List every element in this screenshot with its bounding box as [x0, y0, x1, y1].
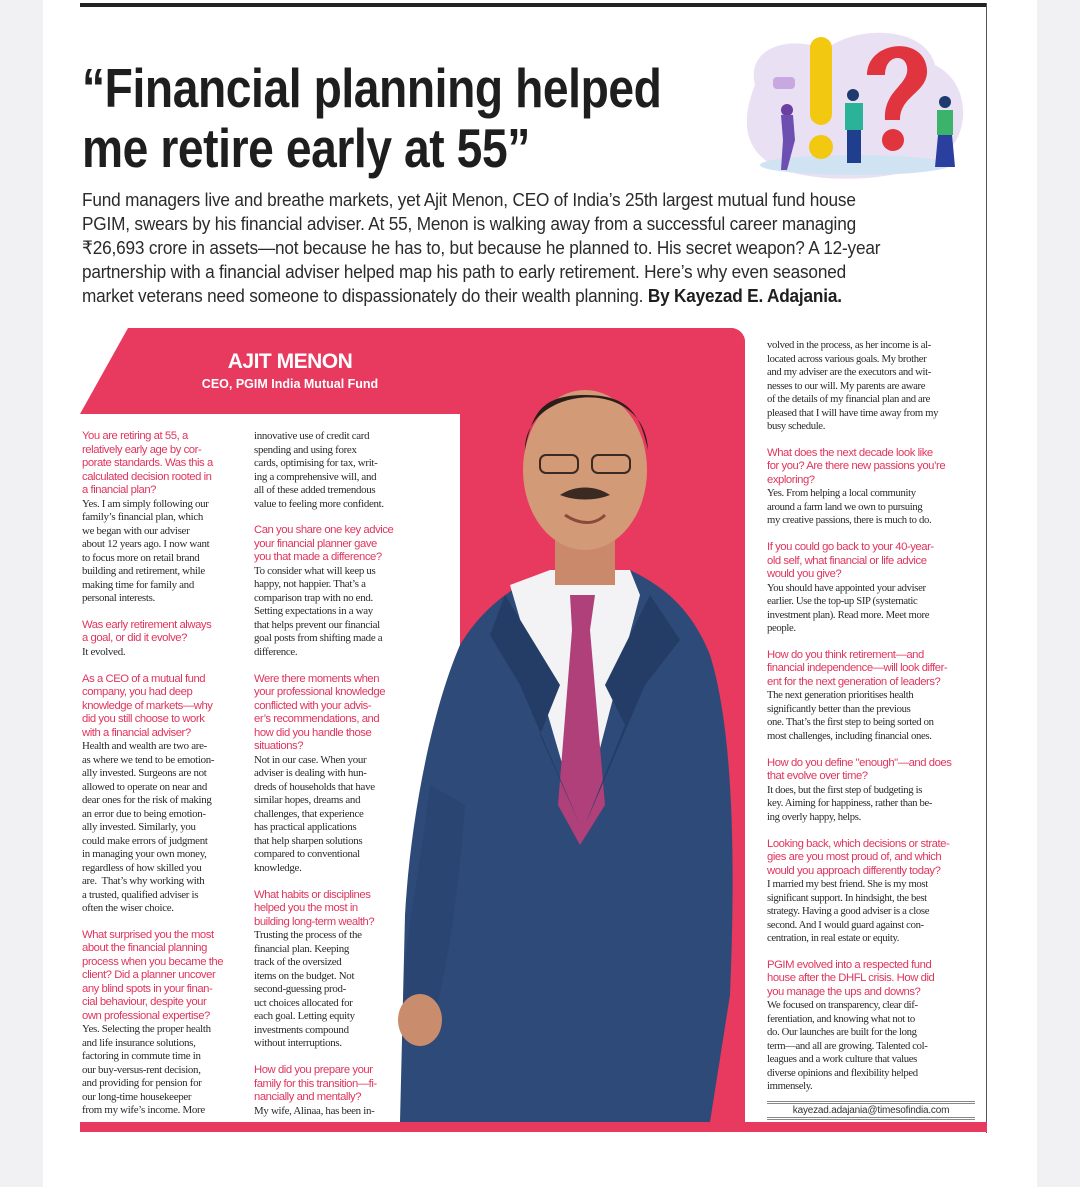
question: As a CEO of a mutual fund company, you had deep knowledge of markets—why did you still choose to work with a financial adviser?	[82, 672, 213, 739]
qa-item	[767, 447, 982, 528]
qa-item	[254, 673, 419, 876]
qa-column-3	[767, 339, 982, 1094]
profile-name: AJIT MENON	[227, 350, 353, 373]
top-rule	[80, 3, 987, 7]
qa-item	[767, 838, 982, 946]
answer: Yes. I am simply following our family’s financial plan, which we began with our adviser about 12 years ago. I now want to focus more on retail brand building and retirement, while making time for family and personal interests.	[82, 497, 210, 604]
question: How did you prepare your family for this transition—fi- nancially and mentally?	[254, 1064, 377, 1103]
answer: The next generation prioritises health significantly better than the previous one. That’s the first step to being sorted on most challenges, including financial ones.	[767, 689, 934, 742]
qa-column-2	[254, 430, 419, 1118]
answer: Trusting the process of the financial plan. Keeping track of the oversized items on the budget. Not second-guessing prod- uct choices allocated for each goal. Letting equity investments compound without interruptions.	[254, 929, 362, 1050]
headline: “Financial planning helped me retire early at 55”	[82, 57, 662, 179]
question: What surprised you the most about the financial planning process when you became the client? Did a planner uncover any blind spots in your finan- cial behaviour, despite your own professional expertise?	[82, 928, 224, 1022]
qa-item	[82, 430, 247, 606]
question: How do you define "enough"—and does that evolve over time?	[767, 756, 952, 783]
author-email[interactable]: kayezad.adajania@timesofindia.com	[767, 1101, 975, 1120]
qa-item	[767, 757, 982, 825]
question-exclamation-illustration	[735, 15, 975, 180]
portrait-photo	[390, 355, 745, 1122]
answer-continued: innovative use of credit card spending and using forex cards, optimising for tax, writ- ing a comprehensive will, and all of these added tremendous value to feeling more confident.	[254, 430, 384, 510]
answer: Yes. From helping a local community around a farm land we own to pursuing my creative passions, there is much to do.	[767, 487, 932, 527]
qa-item	[254, 1064, 419, 1118]
qa-item	[82, 929, 247, 1118]
qa-item	[254, 889, 419, 1051]
answer: My wife, Alinaa, has been in-	[254, 1104, 375, 1117]
answer: It does, but the first step of budgeting is key. Aiming for happiness, rather than be- ing overly happy, helps.	[767, 783, 933, 823]
question: What habits or disciplines helped you the most in building long-term wealth?	[254, 888, 375, 928]
deck-text: Fund managers live and breathe markets, yet Ajit Menon, CEO of India’s 25th largest mutual fund house PGIM, swears by his financial adviser. At 55, Menon is walking away from a successful career managing ₹26,693 crore in assets—not because he has to, but because he planned to. His secret weapon? A 12-year partnership with a financial adviser helped map his path to early retirement. Here’s why even seasoned market veterans need someone to dispassionately do their wealth planning.	[82, 189, 881, 306]
question: If you could go back to your 40-year- old self, what financial or life advice would you give?	[767, 541, 934, 581]
qa-item	[767, 339, 982, 434]
qa-item	[254, 524, 419, 659]
question: Looking back, which decisions or strate- gies are you most proud of, and which would you approach differently today?	[767, 837, 950, 877]
qa-item	[767, 959, 982, 1094]
answer: Yes. Selecting the proper health and life insurance solutions, factoring in commute time in our buy-versus-rent decision, and providing for pension for our long-time housekeeper from my wife’s income. More	[82, 1023, 211, 1117]
question: Can you share one key advice your financial planner gave you that made a difference?	[254, 524, 394, 564]
bottom-strip	[80, 1122, 987, 1132]
article-deck	[82, 188, 919, 308]
qa-item	[254, 430, 419, 511]
byline: By Kayezad E. Adajania.	[647, 285, 842, 306]
question: Was early retirement always a goal, or did it evolve?	[82, 618, 212, 645]
qa-column-1	[82, 430, 247, 1118]
answer: I married my best friend. She is my most significant support. In hindsight, the best strategy. Having a good adviser is a close second. And I would guard against con- centration, in real estate or equity.	[767, 878, 930, 945]
answer: Health and wealth are two are- as where we tend to be emotion- ally invested. Surgeons are not allowed to operate on near and dear ones for the risk of making an error due to being emotion- ally invested. Similarly, you could make errors of judgment in managing your own money, regardless of how skilled you are. That’s why working with a trusted, qualified adviser is often the wiser choice.	[82, 740, 215, 915]
column-rule	[986, 3, 987, 1133]
qa-item	[767, 649, 982, 744]
answer: You should have appointed your adviser earlier. Use the top-up SIP (systematic investment plan). Read more. Meet more people.	[767, 581, 930, 635]
question: PGIM evolved into a respected fund house after the DHFL crisis. How did you manage the ups and downs?	[767, 958, 935, 998]
question: You are retiring at 55, a relatively early age by cor- porate standards. Was this a calculated decision rooted in a financial plan?	[82, 430, 213, 496]
qa-item	[82, 619, 247, 660]
question: How do you think retirement—and financial independence—will look differ- ent for the next generation of leaders?	[767, 648, 948, 688]
answer-continued: volved in the process, as her income is al- located across various goals. My brother and my adviser are the executors and wit- nesses to our will. My parents are aware of the details of my financial plan and are pleased that I will have time away from my busy schedule.	[767, 339, 939, 432]
answer: To consider what will keep us happy, not happier. That’s a comparison trap with no end. Setting expectations in a way that helps prevent our financial goal posts from shifting made a difference.	[254, 564, 383, 658]
profile-title: CEO, PGIM India Mutual Fund	[201, 377, 379, 391]
question: Were there moments when your professional knowledge conflicted with your advis- er’s recommendations, and how did you handle those situations?	[254, 672, 386, 753]
qa-item	[767, 541, 982, 636]
answer: Not in our case. When your adviser is dealing with hun- dreds of households that have similar hopes, dreams and challenges, that experience has practical applications that help sharpen solutions compared to conventional knowledge.	[254, 753, 375, 874]
qa-item	[82, 673, 247, 916]
question: What does the next decade look like for you? Are there new passions you’re exploring?	[767, 446, 946, 486]
answer: It evolved.	[82, 645, 126, 658]
answer: We focused on transparency, clear dif- ferentiation, and knowing what not to do. Our launches are built for the long term—and all are growing. Talented col- leagues and a work culture that values diverse opinions and flexibility helped immensely.	[767, 999, 928, 1093]
